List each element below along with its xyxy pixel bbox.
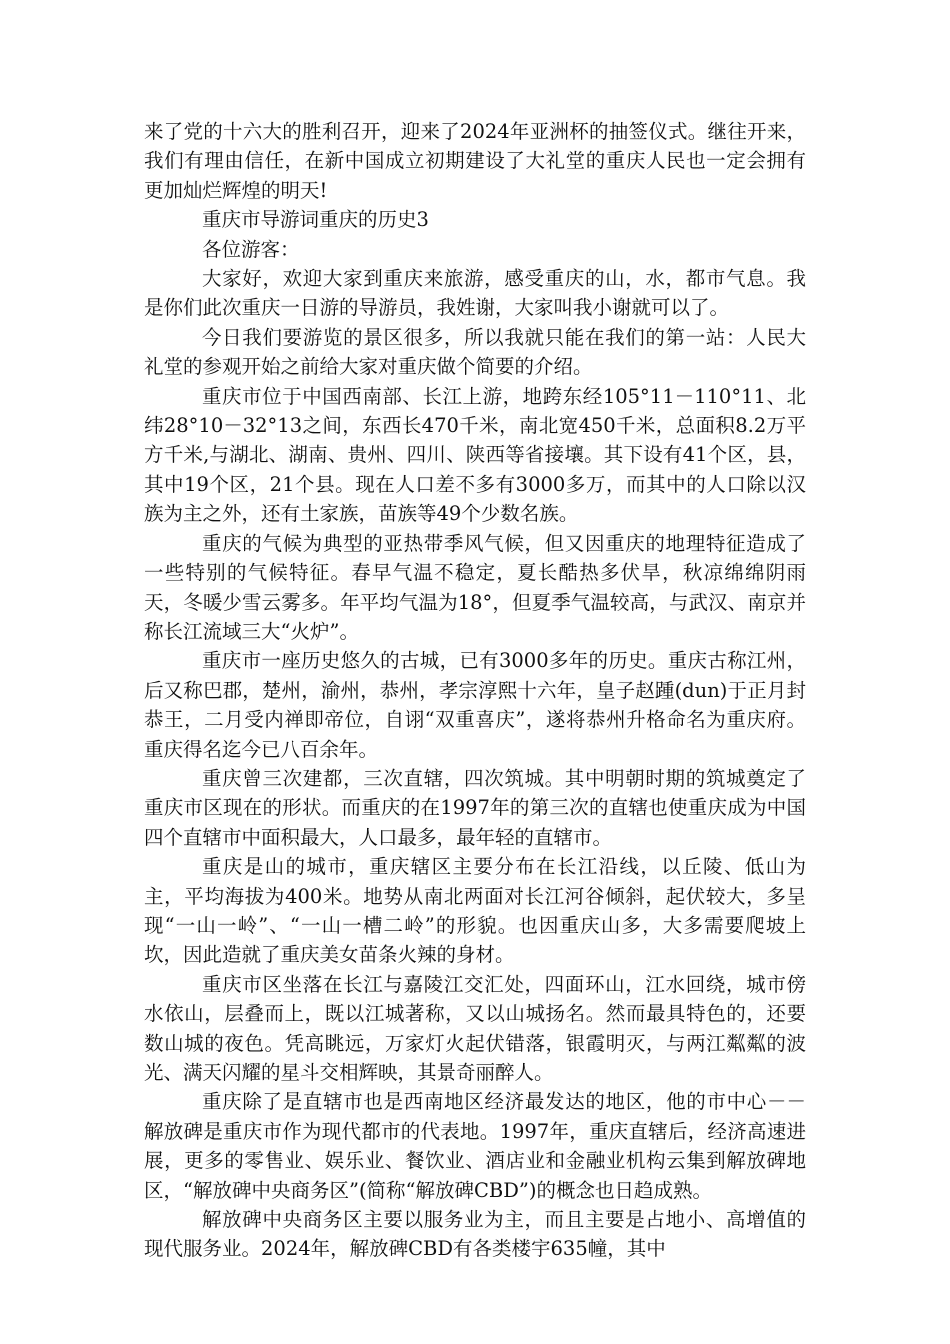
paragraph-city: 重庆市区坐落在长江与嘉陵江交汇处，四面环山，江水回绕，城市傍水依山，层叠而上，既以江城著称，又以山城扬名。然而最具特色的，还要数山城的夜色。凭高眺远，万家灯火起伏错落，银霞明灭，与两江粼粼的波光、满天闪耀的星斗交相辉映，其景奇丽醉人。 bbox=[144, 972, 806, 1084]
paragraph-capital: 重庆曾三次建都，三次直辖，四次筑城。其中明朝时期的筑城奠定了重庆市区现在的形状。而重庆的在1997年的第三次的直辖也使重庆成为中国四个直辖市中面积最大，人口最多，最年轻的直辖市。 bbox=[144, 766, 806, 849]
greeting: 各位游客： bbox=[202, 237, 300, 261]
section-heading: 重庆市导游词重庆的历史3 bbox=[202, 208, 429, 232]
paragraph-cbd: 解放碑中央商务区主要以服务业为主，而且主要是占地小、高增值的现代服务业。2024年，解放碑CBD有各类楼宇635幢，其中 bbox=[144, 1208, 806, 1261]
paragraph-mountains: 重庆是山的城市，重庆辖区主要分布在长江沿线，以丘陵、低山为主，平均海拔为400米。地势从南北两面对长江河谷倾斜，起伏较大，多呈现“一山一岭”、“一山一槽二岭”的形貌。也因重庆山多，大多需要爬坡上坎，因此造就了重庆美女苗条火辣的身材。 bbox=[144, 855, 806, 967]
document-body bbox=[144, 117, 806, 1264]
paragraph-history: 重庆市一座历史悠久的古城，已有3000多年的历史。重庆古称江州，后又称巴郡，楚州，渝州，恭州，孝宗淳熙十六年，皇子赵踵(dun)于正月封恭王，二月受内禅即帝位，自诩“双重喜庆”，遂将恭州升格命名为重庆府。重庆得名迄今已八百余年。 bbox=[144, 649, 806, 761]
paragraph-geography: 重庆市位于中国西南部、长江上游，地跨东经105°11－110°11、北纬28°10－32°13之间，东西长470千米，南北宽450千米，总面积8.2万平方千米,与湖北、湖南、贵州、四川、陕西等省接壤。其下设有41个区，县，其中19个区，21个县。现在人口差不多有3000多万，而其中的人口除以汉族为主之外，还有土家族，苗族等49个少数名族。 bbox=[144, 384, 806, 526]
paragraph-intro: 今日我们要游览的景区很多，所以我就只能在我们的第一站：人民大礼堂的参观开始之前给大家对重庆做个简要的介绍。 bbox=[144, 325, 806, 379]
paragraph-economy: 重庆除了是直辖市也是西南地区经济最发达的地区，他的市中心－－解放碑是重庆市作为现代都市的代表地。1997年，重庆直辖后，经济高速进展，更多的零售业、娱乐业、餐饮业、酒店业和金融业机构云集到解放碑地区，“解放碑中央商务区”(简称“解放碑CBD”)的概念也日趋成熟。 bbox=[144, 1090, 806, 1202]
paragraph-welcome: 大家好，欢迎大家到重庆来旅游，感受重庆的山，水，都市气息。我是你们此次重庆一日游的导游员，我姓谢，大家叫我小谢就可以了。 bbox=[144, 267, 806, 320]
paragraph-continuation: 来了党的十六大的胜利召开，迎来了2024年亚洲杯的抽签仪式。继往开来，我们有理由信任，在新中国成立初期建设了大礼堂的重庆人民也一定会拥有更加灿烂辉煌的明天! bbox=[144, 120, 806, 202]
paragraph-climate: 重庆的气候为典型的亚热带季风气候，但又因重庆的地理特征造成了一些特别的气候特征。春早气温不稳定，夏长酷热多伏旱，秋凉绵绵阴雨天，冬暖少雪云雾多。年平均气温为18°，但夏季气温较高，与武汉、南京并称长江流域三大“火炉”。 bbox=[144, 531, 806, 643]
